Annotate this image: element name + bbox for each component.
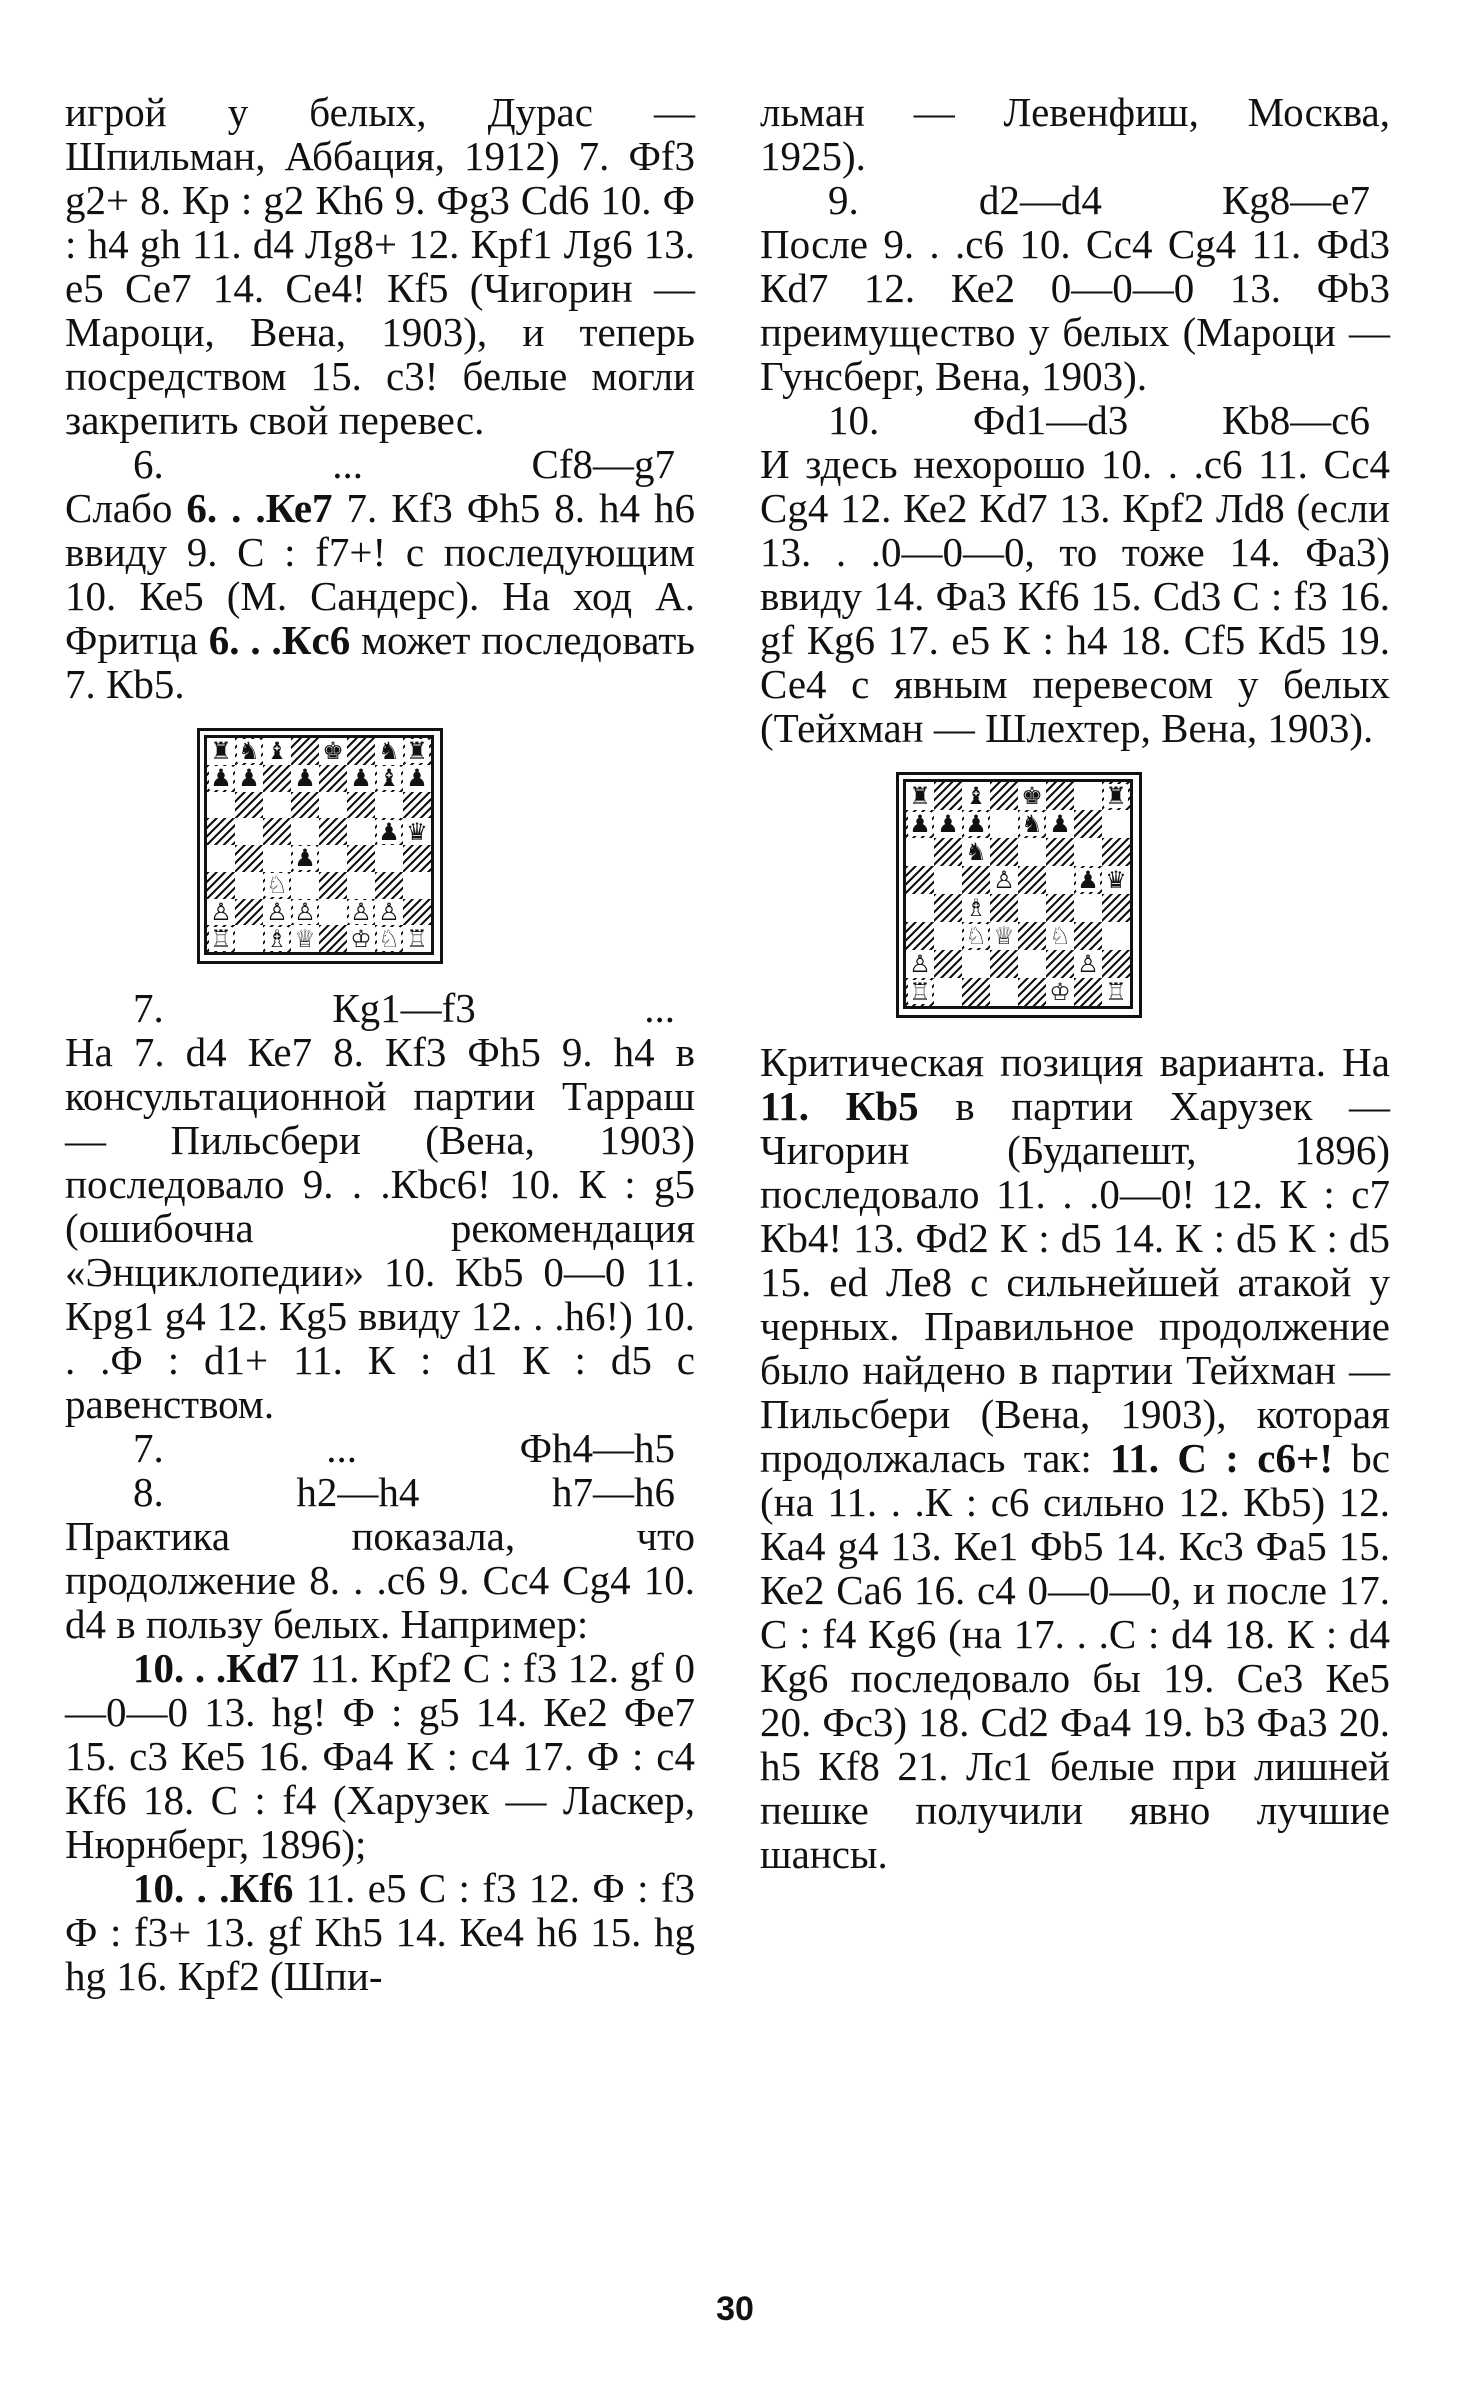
board-square [1074, 782, 1102, 810]
chess-piece-icon: ♟ [1077, 866, 1099, 894]
chessboard [204, 735, 434, 955]
move-white: d2—d4 [978, 177, 1102, 223]
board-square [1074, 978, 1102, 1006]
board-square [207, 738, 235, 765]
board-square [347, 818, 375, 845]
board-square [990, 866, 1018, 894]
chess-piece-icon: ♜ [210, 738, 232, 765]
board-square [235, 845, 263, 872]
board-square [403, 765, 431, 792]
board-square [291, 845, 319, 872]
chess-piece-icon: ♟ [937, 810, 959, 838]
board-square [1018, 782, 1046, 810]
text-run: может последовать 7. Кb5. [65, 617, 695, 707]
board-square [319, 899, 347, 926]
chess-piece-icon: ♖ [1105, 978, 1127, 1006]
board-square [962, 978, 990, 1006]
board-square [291, 765, 319, 792]
move-white: Кg1—f3 [332, 985, 476, 1031]
board-square [347, 738, 375, 765]
paragraph: После 9. . .с6 10. Сс4 Сg4 11. Фd3 Кd7 12. Ке2 0—0—0 13. Фb3 преимущество у белых (Мароци — Гунсберг, Вена, 1903). [760, 221, 1390, 399]
board-square [962, 782, 990, 810]
board-square [235, 925, 263, 952]
board-square [934, 950, 962, 978]
move-white: Фd1—d3 [972, 397, 1129, 443]
board-square [319, 738, 347, 765]
board-square [934, 894, 962, 922]
board-square [906, 950, 934, 978]
board-square [375, 899, 403, 926]
paragraph: льман — Левенфиш, Москва, 1925). [760, 89, 1390, 179]
move-line [65, 442, 695, 486]
board-square [319, 845, 347, 872]
chess-piece-icon: ♔ [350, 925, 372, 952]
chess-piece-icon: ♙ [1077, 950, 1099, 978]
board-square [1046, 950, 1074, 978]
board-square [1046, 894, 1074, 922]
board-square [291, 925, 319, 952]
chess-piece-icon: ♙ [294, 898, 316, 926]
chess-piece-icon: ♙ [350, 898, 372, 926]
chess-piece-icon: ♘ [378, 925, 400, 952]
chess-piece-icon: ♟ [294, 764, 316, 792]
chess-piece-icon: ♖ [210, 925, 232, 952]
board-square [207, 845, 235, 872]
right-column [760, 90, 1390, 1876]
board-square [1102, 950, 1130, 978]
text-run: 11. е5 С : f3 12. Ф : f3 Ф : f3+ 13. gf Кh5 14. Ке4 h6 15. hg hg 16. Крf2 (Шпи- [65, 1865, 695, 1999]
board-square [1046, 922, 1074, 950]
board-square [906, 810, 934, 838]
board-square [207, 899, 235, 926]
board-square [263, 872, 291, 899]
move-number: 6. [133, 441, 164, 487]
move-line [65, 1426, 695, 1470]
bold-move: 10. . .Кf6 [133, 1865, 294, 1911]
chess-piece-icon: ♛ [406, 818, 428, 845]
board-square [375, 792, 403, 819]
chess-piece-icon: ♝ [266, 738, 288, 765]
board-square [319, 872, 347, 899]
board-square [1102, 782, 1130, 810]
paragraph [65, 486, 695, 706]
board-square [1102, 922, 1130, 950]
chess-diagram-2 [896, 772, 1142, 1018]
board-square [1074, 950, 1102, 978]
board-square [1018, 866, 1046, 894]
chess-piece-icon: ♝ [378, 764, 400, 792]
board-square [291, 818, 319, 845]
chess-piece-icon: ♟ [294, 845, 316, 872]
chess-piece-icon: ♟ [238, 764, 260, 792]
board-square [1046, 866, 1074, 894]
bold-move: 11. С : с6+! [1110, 1435, 1333, 1481]
chess-piece-icon: ♚ [1021, 782, 1043, 810]
chess-piece-icon: ♛ [1105, 866, 1127, 894]
board-square [1102, 838, 1130, 866]
move-black: Кg8—е7 [1221, 177, 1370, 223]
move-black: Сf8—g7 [531, 441, 675, 487]
chess-piece-icon: ♙ [909, 950, 931, 978]
chess-piece-icon: ♟ [210, 764, 232, 792]
board-square [1046, 838, 1074, 866]
board-square [906, 838, 934, 866]
chess-piece-icon: ♙ [266, 898, 288, 926]
board-square [347, 925, 375, 952]
text-run: Критическая позиция варианта. На [760, 1039, 1390, 1085]
move-line [760, 178, 1390, 222]
board-square [207, 818, 235, 845]
board-square [235, 818, 263, 845]
chessboard [903, 779, 1133, 1009]
board-square [906, 922, 934, 950]
board-square [235, 792, 263, 819]
board-square [906, 894, 934, 922]
bold-move: 11. Кb5 [760, 1083, 919, 1129]
move-number: 7. [133, 1425, 164, 1471]
board-square [403, 845, 431, 872]
move-white: ... [332, 441, 363, 487]
board-square [1074, 838, 1102, 866]
left-column [65, 90, 695, 1998]
chess-piece-icon: ♞ [965, 838, 987, 866]
board-square [263, 792, 291, 819]
board-square [319, 925, 347, 952]
board-square [207, 792, 235, 819]
chess-piece-icon: ♞ [378, 738, 400, 765]
paragraph: Практика показала, что продолжение 8. . .с6 9. Сс4 Сg4 10. d4 в пользу белых. Например: [65, 1513, 695, 1647]
board-square [207, 872, 235, 899]
board-square [403, 738, 431, 765]
board-square [375, 845, 403, 872]
board-square [291, 792, 319, 819]
board-square [235, 872, 263, 899]
board-square [1074, 922, 1102, 950]
board-square [990, 782, 1018, 810]
text-run: 11. Крf2 С : f3 12. gf 0—0—0 13. hg! Ф : g5 14. Ке2 Фе7 15. с3 Ке5 16. Фа4 К : с4 17. Ф : с4 Кf6 18. С : f4 (Харузек — Ласкер, Нюрнберг, 1896); [65, 1645, 695, 1867]
chess-piece-icon: ♕ [294, 925, 316, 952]
text-run: 7. Кf3 Фh5 8. h4 h6 ввиду 9. С : f7+! с последующим 10. Ке5 (М. Сандерс). На ход А. Фритца [65, 485, 695, 663]
board-square [962, 866, 990, 894]
paragraph [65, 1866, 695, 1998]
move-black: ... [644, 985, 675, 1031]
chess-piece-icon: ♖ [909, 978, 931, 1006]
board-square [990, 922, 1018, 950]
chess-piece-icon: ♗ [266, 925, 288, 952]
board-square [263, 765, 291, 792]
move-number: 8. [133, 1469, 164, 1515]
board-square [962, 838, 990, 866]
board-square [990, 978, 1018, 1006]
board-square [1018, 810, 1046, 838]
chess-piece-icon: ♘ [1049, 922, 1071, 950]
chess-piece-icon: ♟ [350, 764, 372, 792]
chess-piece-icon: ♟ [909, 810, 931, 838]
chess-piece-icon: ♟ [406, 764, 428, 792]
chess-diagram-1 [197, 728, 443, 964]
board-square [990, 810, 1018, 838]
board-square [403, 899, 431, 926]
board-square [291, 872, 319, 899]
board-square [1102, 894, 1130, 922]
board-square [906, 866, 934, 894]
board-square [1074, 866, 1102, 894]
board-square [1018, 894, 1046, 922]
move-white: h2—h4 [296, 1469, 420, 1515]
bold-move: 6. . .Кc6 [208, 617, 351, 663]
board-square [934, 978, 962, 1006]
chess-piece-icon: ♜ [406, 738, 428, 765]
chess-piece-icon: ♕ [993, 922, 1015, 950]
board-square [375, 872, 403, 899]
chess-piece-icon: ♙ [378, 898, 400, 926]
board-square [263, 845, 291, 872]
board-square [1074, 894, 1102, 922]
board-square [1046, 810, 1074, 838]
chess-piece-icon: ♔ [1049, 978, 1071, 1006]
paragraph: игрой у белых, Дурас — Шпильман, Аббация, 1912) 7. Фf3 g2+ 8. Кр : g2 Кh6 9. Фg3 Сd6 10. Ф : h4 gh 11. d4 Лg8+ 12. Крf1 Лg6 13. е5 Се7 14. Се4! Кf5 (Чигорин — Мароци, Вена, 1903), и теперь посредством 15. с3! белые могли закрепить свой перевес. [65, 89, 695, 443]
board-square [403, 792, 431, 819]
chess-piece-icon: ♜ [909, 782, 931, 810]
board-square [962, 950, 990, 978]
board-square [347, 872, 375, 899]
paragraph [65, 1646, 695, 1866]
board-square [934, 838, 962, 866]
move-number: 9. [828, 177, 859, 223]
page-number: 30 [716, 2290, 754, 2328]
board-square [207, 765, 235, 792]
chess-piece-icon: ♝ [965, 782, 987, 810]
board-square [319, 818, 347, 845]
board-square [934, 866, 962, 894]
board-square [403, 872, 431, 899]
chess-piece-icon: ♗ [965, 894, 987, 922]
chess-piece-icon: ♖ [406, 925, 428, 952]
move-black: h7—h6 [552, 1469, 675, 1515]
chess-piece-icon: ♞ [238, 738, 260, 765]
board-square [1102, 810, 1130, 838]
board-square [990, 894, 1018, 922]
board-square [207, 925, 235, 952]
board-square [375, 765, 403, 792]
chess-piece-icon: ♞ [1021, 810, 1043, 838]
move-white: ... [326, 1425, 358, 1471]
board-square [990, 838, 1018, 866]
board-square [906, 978, 934, 1006]
bold-move: 10. . .Кd7 [133, 1645, 300, 1691]
board-square [962, 810, 990, 838]
move-line [760, 398, 1390, 442]
move-number: 7. [133, 985, 164, 1031]
board-square [263, 738, 291, 765]
text-run: Слабо [65, 485, 187, 531]
chess-piece-icon: ♘ [965, 922, 987, 950]
chess-piece-icon: ♟ [1049, 810, 1071, 838]
board-square [1018, 922, 1046, 950]
paragraph [760, 1040, 1390, 1876]
chess-piece-icon: ♘ [266, 871, 288, 899]
board-square [375, 925, 403, 952]
chess-piece-icon: ♜ [1105, 782, 1127, 810]
paragraph: На 7. d4 Ке7 8. Кf3 Фh5 9. h4 в консультационной партии Тарраш — Пильсбери (Вена, 1903) последовало 9. . .Кbс6! 10. К : g5 (ошибочна рекомендация «Энциклопедии» 10. Кb5 0—0 11. Крg1 g4 12. Кg5 ввиду 12. . .h6!) 10. . .Ф : d1+ 11. К : d1 К : d5 с равенством. [65, 1029, 695, 1427]
board-square [962, 922, 990, 950]
board-square [319, 765, 347, 792]
text-run: в партии Харузек — Чигорин (Будапешт, 1896) последовало 11. . .0—0! 12. К : с7 Кb4! 13. Фd2 К : d5 14. К : d5 К : d5 15. еd Ле8 с сильнейшей атакой у черных. Правильное продолжение было найдено в партии Тейхман — Пильсбери (Вена, 1903), которая продолжалась так: [760, 1083, 1390, 1481]
board-square [1102, 866, 1130, 894]
board-square [403, 818, 431, 845]
board-square [347, 845, 375, 872]
move-line [65, 986, 695, 1030]
board-square [235, 738, 263, 765]
chess-piece-icon: ♟ [965, 810, 987, 838]
move-line [65, 1470, 695, 1514]
board-square [906, 782, 934, 810]
board-square [1102, 978, 1130, 1006]
board-square [1046, 978, 1074, 1006]
chess-piece-icon: ♙ [210, 898, 232, 926]
board-square [347, 899, 375, 926]
chess-piece-icon: ♚ [322, 738, 344, 765]
board-square [1046, 782, 1074, 810]
board-square [235, 899, 263, 926]
board-square [235, 765, 263, 792]
board-square [291, 738, 319, 765]
text-run: bс (на 11. . .К : с6 сильно 12. Кb5) 12. Ка4 g4 13. Ке1 Фb5 14. Кс3 Фа5 15. Ке2 Са6 16. с4 0—0—0, и после 17. С : f4 Кg6 (на 17. . .С : d4 18. К : d4 Кg6 последовало бы 19. Се3 Ке5 20. Фс3) 18. Сd2 Фа4 19. b3 Фа3 20. h5 Кf8 21. Лс1 белые при лишней пешке получили явно лучшие шансы. [760, 1435, 1391, 1877]
board-square [319, 792, 347, 819]
board-square [1018, 838, 1046, 866]
paragraph: И здесь нехорошо 10. . .с6 11. Сс4 Сg4 12. Ке2 Кd7 13. Крf2 Лd8 (если 13. . .0—0—0, то тоже 14. Фа3) ввиду 14. Фа3 Кf6 15. Сd3 С : f3 16. gf Кg6 17. е5 К : h4 18. Сf5 Кd5 19. Се4 с явным перевесом у белых (Тейхман — Шлехтер, Вена, 1903). [760, 441, 1390, 751]
chess-piece-icon: ♙ [993, 866, 1015, 894]
board-square [962, 894, 990, 922]
board-square [990, 950, 1018, 978]
board-square [1018, 950, 1046, 978]
board-square [934, 810, 962, 838]
board-square [263, 925, 291, 952]
board-square [347, 765, 375, 792]
move-black: Кb8—с6 [1221, 397, 1370, 443]
board-square [263, 899, 291, 926]
board-square [375, 818, 403, 845]
move-number: 10. [828, 397, 880, 443]
board-square [934, 782, 962, 810]
board-square [1018, 978, 1046, 1006]
move-black: Фh4—h5 [519, 1425, 675, 1471]
chess-piece-icon: ♟ [378, 818, 400, 845]
bold-move: 6. . .Ке7 [186, 485, 333, 531]
board-square [291, 899, 319, 926]
board-square [1074, 810, 1102, 838]
board-square [403, 925, 431, 952]
board-square [934, 922, 962, 950]
board-square [263, 818, 291, 845]
board-square [347, 792, 375, 819]
board-square [375, 738, 403, 765]
